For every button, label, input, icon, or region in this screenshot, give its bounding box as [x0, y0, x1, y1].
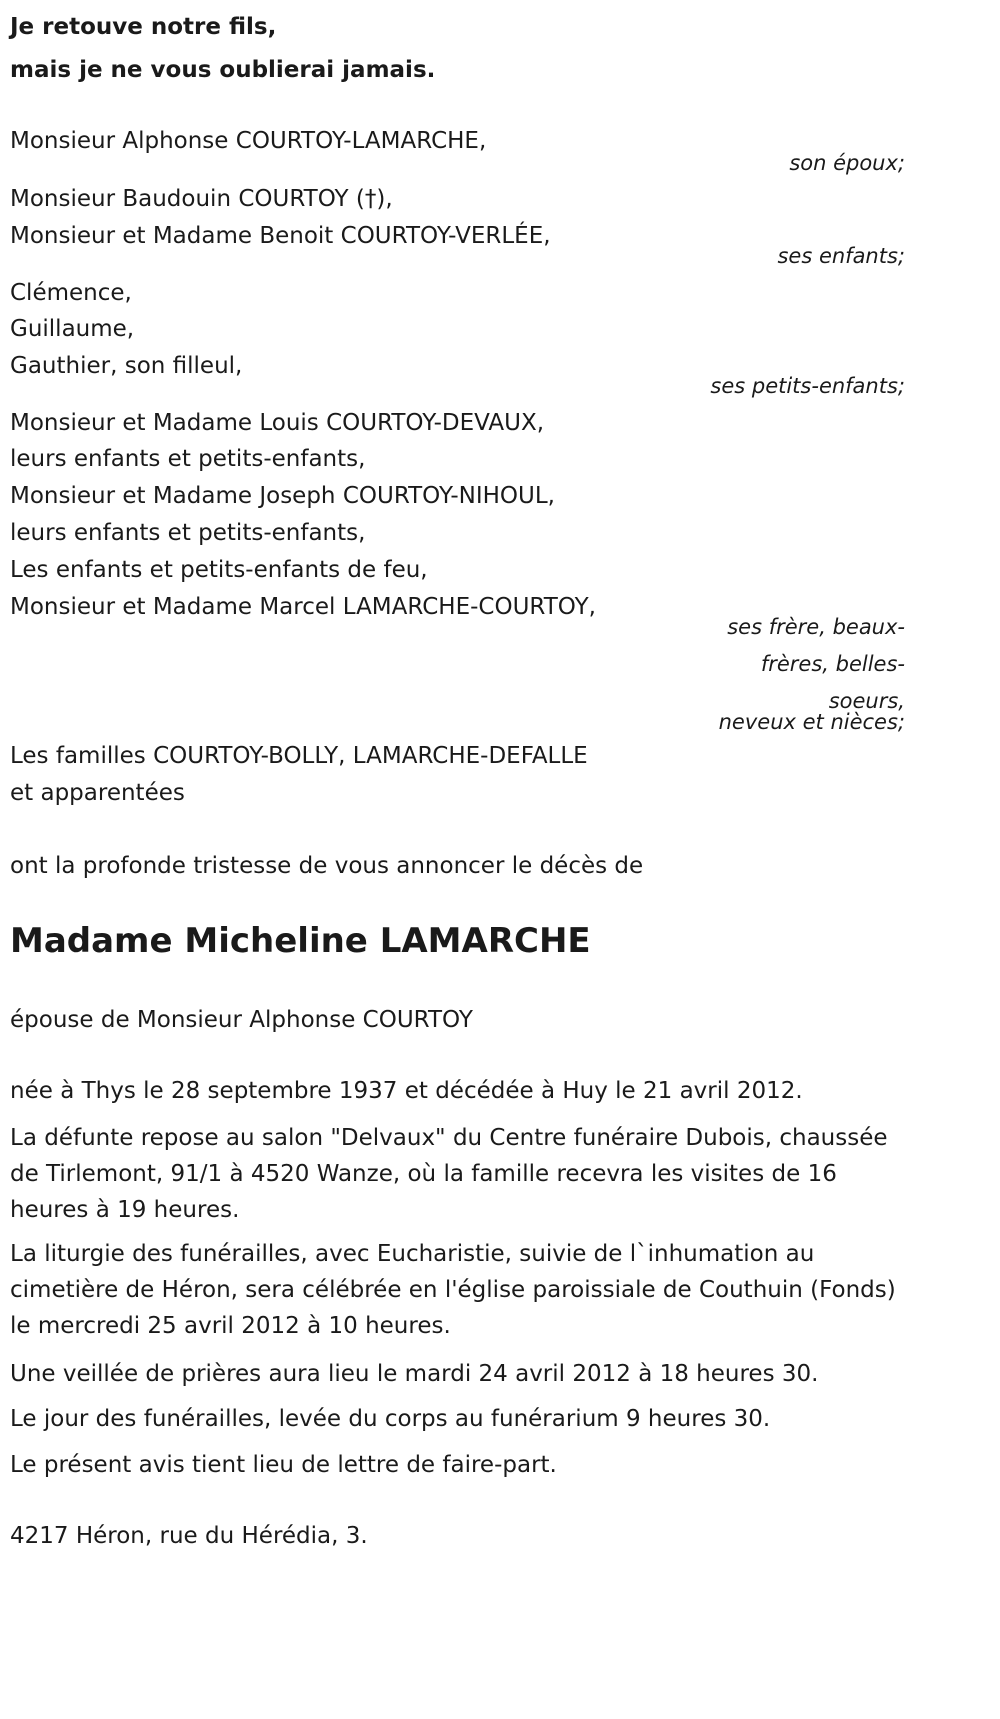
- families-line-1: Les familles COURTOY-BOLLY, LAMARCHE-DEFALLE: [10, 743, 588, 769]
- spouse-role: son époux;: [789, 151, 905, 175]
- child-1: Monsieur Baudouin COURTOY (†),: [10, 186, 393, 212]
- families-line-2: et apparentées: [10, 780, 185, 806]
- announcement: ont la profonde tristesse de vous annoncer le décès de: [10, 853, 644, 879]
- sibling-line-5: Les enfants et petits-enfants de feu,: [10, 557, 428, 583]
- siblings-role-2: frères, belles-: [760, 652, 905, 676]
- liturgy-paragraph: La liturgie des funérailles, avec Eucharistie, suivie de l`inhumation au cimetière de Héron, sera célébrée en l'église paroissiale de Couthuin (Fonds) le mercredi 25 avril 2012 à 10 heures.: [10, 1241, 896, 1339]
- funeral-day-line: Le jour des funérailles, levée du corps au funérarium 9 heures 30.: [10, 1406, 771, 1432]
- address: 4217 Héron, rue du Hérédia, 3.: [10, 1523, 368, 1549]
- deceased-name: Madame Micheline LAMARCHE: [10, 921, 591, 961]
- grandchild-2: Guillaume,: [10, 316, 135, 342]
- notice-line: Le présent avis tient lieu de lettre de faire-part.: [10, 1452, 557, 1478]
- vigil-line: Une veillée de prières aura lieu le mardi 24 avril 2012 à 18 heures 30.: [10, 1361, 819, 1387]
- quote-line-1: Je retouve notre fils,: [10, 14, 277, 40]
- sibling-line-3: Monsieur et Madame Joseph COURTOY-NIHOUL,: [10, 483, 555, 509]
- quote-line-2: mais je ne vous oublierai jamais.: [10, 57, 436, 83]
- siblings-role-1: ses frère, beaux-: [727, 615, 905, 639]
- sibling-line-4: leurs enfants et petits-enfants,: [10, 520, 366, 546]
- grandchild-1: Clémence,: [10, 280, 132, 306]
- spouse-of: épouse de Monsieur Alphonse COURTOY: [10, 1007, 473, 1033]
- siblings-role-3: soeurs,: [828, 689, 905, 713]
- grandchild-3: Gauthier, son filleul,: [10, 353, 243, 379]
- sibling-line-2: leurs enfants et petits-enfants,: [10, 446, 366, 472]
- child-2: Monsieur et Madame Benoit COURTOY-VERLÉE,: [10, 223, 551, 249]
- sibling-line-6: Monsieur et Madame Marcel LAMARCHE-COURTOY,: [10, 594, 596, 620]
- birth-death: née à Thys le 28 septembre 1937 et décédée à Huy le 21 avril 2012.: [10, 1078, 803, 1104]
- siblings-role-4: neveux et nièces;: [718, 710, 905, 734]
- grandchildren-role: ses petits-enfants;: [710, 374, 905, 398]
- spouse-name: Monsieur Alphonse COURTOY-LAMARCHE,: [10, 128, 487, 154]
- children-role: ses enfants;: [777, 244, 905, 268]
- sibling-line-1: Monsieur et Madame Louis COURTOY-DEVAUX,: [10, 410, 545, 436]
- rest-paragraph: La défunte repose au salon "Delvaux" du Centre funéraire Dubois, chaussée de Tirlemont, 91/1 à 4520 Wanze, où la famille recevra les visites de 16 heures à 19 heures.: [10, 1125, 888, 1223]
